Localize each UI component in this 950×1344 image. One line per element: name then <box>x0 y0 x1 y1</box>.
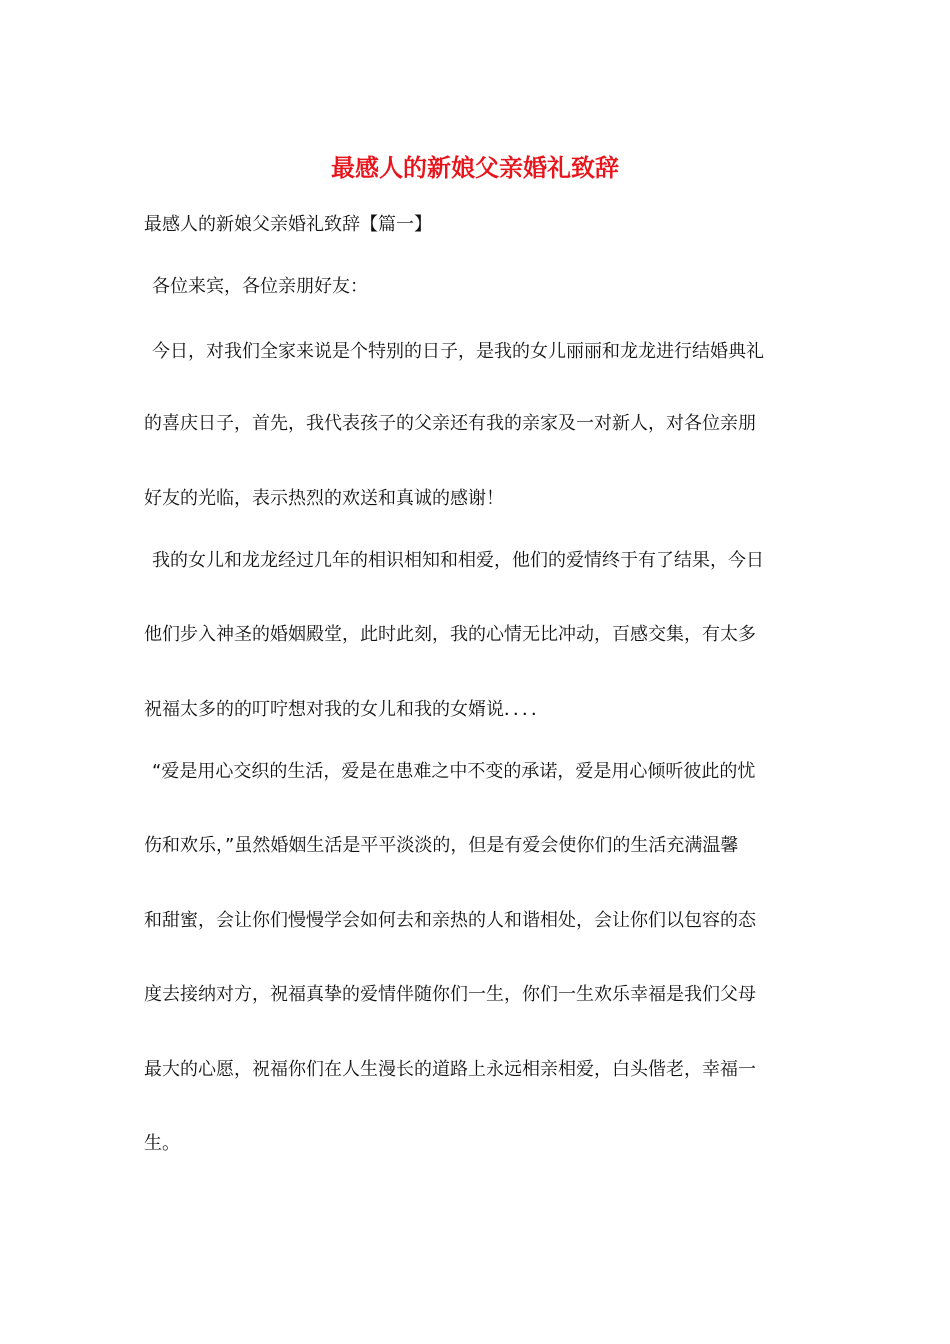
paragraph-line: 的喜庆日子，首先，我代表孩子的父亲还有我的亲家及一对新人，对各位亲朋 <box>144 413 756 434</box>
paragraph-line: 好友的光临，表示热烈的欢送和真诚的感谢！ <box>144 488 504 509</box>
document-title: 最感人的新娘父亲婚礼致辞 <box>331 153 619 182</box>
section-heading: 最感人的新娘父亲婚礼致辞【篇一】 <box>144 214 432 235</box>
paragraph-line: 和甜蜜，会让你们慢慢学会如何去和亲热的人和谐相处，会让你们以包容的态 <box>144 910 756 931</box>
paragraph-line: 祝福太多的的叮咛想对我的女儿和我的女婿说．．．． <box>144 699 549 720</box>
paragraph-line: 他们步入神圣的婚姻殿堂，此时此刻，我的心情无比冲动，百感交集，有太多 <box>144 624 756 645</box>
paragraph-line: 最大的心愿，祝福你们在人生漫长的道路上永远相亲相爱，白头偕老，幸福一 <box>144 1059 756 1080</box>
salutation-line: 各位来宾，各位亲朋好友： <box>152 276 368 297</box>
paragraph-line: “爱是用心交织的生活，爱是在患难之中不变的承诺，爱是用心倾听彼此的忧 <box>152 761 756 782</box>
paragraph-line: 今日，对我们全家来说是个特别的日子，是我的女儿丽丽和龙龙进行结婚典礼 <box>152 341 764 362</box>
paragraph-line: 生。 <box>144 1133 180 1154</box>
paragraph-line: 我的女儿和龙龙经过几年的相识相知和相爱，他们的爱情终于有了结果，今日 <box>152 550 764 571</box>
paragraph-line: 度去接纳对方，祝福真挚的爱情伴随你们一生，你们一生欢乐幸福是我们父母 <box>144 984 756 1005</box>
paragraph-line: 伤和欢乐，”虽然婚姻生活是平平淡淡的，但是有爱会使你们的生活充满温馨 <box>144 835 739 856</box>
